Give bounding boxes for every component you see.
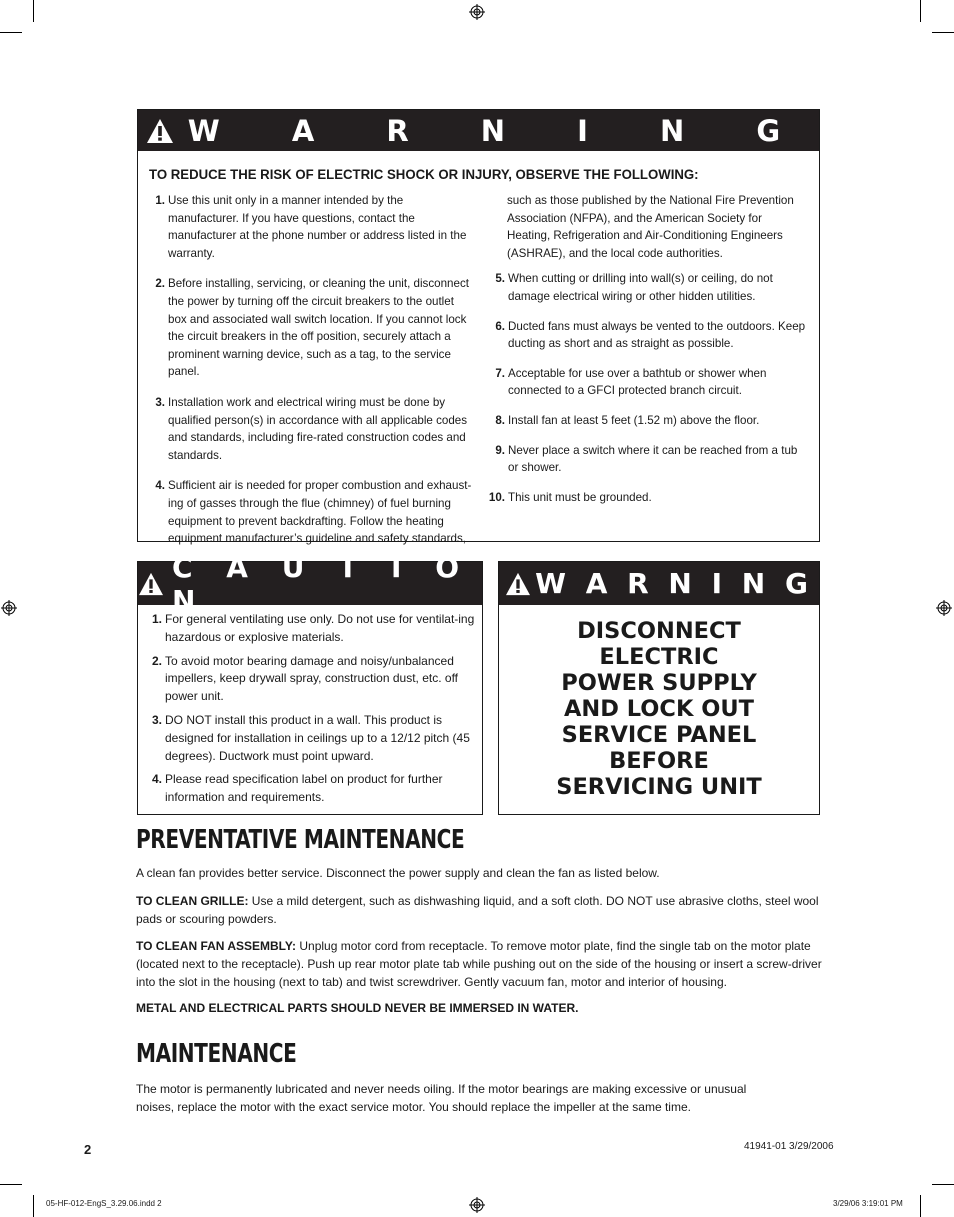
disconnect-message <box>499 618 819 800</box>
item-text: This unit must be grounded. <box>508 490 652 504</box>
item-number: 3. <box>155 395 165 409</box>
caution-list <box>138 611 478 813</box>
warning-header <box>138 110 819 151</box>
item-number: 3. <box>151 712 162 727</box>
clean-fan-label: TO CLEAN FAN ASSEMBLY: <box>136 939 297 953</box>
item-text: DO NOT install this product in a wall. This product is designed for installation in ceilings up to a 12/12 pitch (45 degrees). Ductwork must point upward. <box>165 712 470 763</box>
item-number: 5. <box>495 272 505 286</box>
crop-mark <box>920 1195 921 1217</box>
registration-mark-icon <box>469 4 485 20</box>
item-number: 1. <box>155 194 165 207</box>
preventative-intro: A clean fan provides better service. Disconnect the power supply and clean the fan as listed below. <box>136 866 660 880</box>
item-text: For general ventilating use only. Do not use for ventilat-ing hazardous or explosive materials. <box>165 612 475 644</box>
metal-parts-warning: METAL AND ELECTRICAL PARTS SHOULD NEVER BE IMMERSED IN WATER. <box>136 1001 579 1015</box>
item-number: 1. <box>151 612 162 626</box>
slug-file-info: 05-HF-012-EngS_3.29.06.indd 2 <box>46 1199 162 1208</box>
warning-intro: TO REDUCE THE RISK OF ELECTRIC SHOCK OR INJURY, OBSERVE THE FOLLOWING: <box>149 167 699 183</box>
warning-list-left <box>138 192 473 561</box>
item-number: 2. <box>155 277 165 291</box>
warning-header-text: W A R N I N G <box>187 113 812 148</box>
warning-list-right <box>478 192 808 518</box>
list-item <box>478 442 808 477</box>
registration-mark-icon <box>1 600 17 616</box>
message-line: SERVICING UNIT <box>556 774 762 800</box>
crop-mark <box>33 0 34 22</box>
item-text: Installation work and electrical wiring must be done by qualified person(s) in accordance with all applicable codes and standards, including fire-rated construction codes and standards. <box>168 395 468 462</box>
item-text: Sufficient air is needed for proper combustion and exhaust-ing of gasses through the flue (chimney) of fuel burning equipment to prevent backdrafting. Follow the heating equipment manufacturer’s guideline and safety standards, <box>168 479 472 546</box>
message-line: POWER SUPPLY <box>561 670 757 696</box>
item-text: When cutting or drilling into wall(s) or ceiling, do not damage electrical wiring or other hidden utilities. <box>508 272 773 303</box>
preventative-maintenance-title: PREVENTATIVE MAINTENANCE <box>136 825 465 855</box>
item-number: 8. <box>495 413 505 427</box>
list-item <box>478 365 808 400</box>
clean-fan-paragraph <box>136 937 826 991</box>
list-item <box>138 611 478 647</box>
item-number: 9. <box>495 443 505 457</box>
list-item <box>478 270 808 305</box>
caution-box <box>137 550 483 815</box>
item-text: Acceptable for use over a bathtub or shower when connected to a GFCI protected branch circuit. <box>508 366 767 398</box>
message-line: DISCONNECT <box>577 618 741 644</box>
registration-mark-icon <box>469 1197 485 1213</box>
list-item <box>138 712 478 765</box>
crop-mark <box>932 32 954 33</box>
list-item <box>138 192 473 262</box>
crop-mark <box>0 32 22 33</box>
message-line: AND LOCK OUT <box>564 696 754 722</box>
item-text: To avoid motor bearing damage and noisy/unbalanced impellers, keep drywall spray, construction dust, etc. off power unit. <box>165 653 459 704</box>
slug-timestamp: 3/29/06 3:19:01 PM <box>833 1199 903 1208</box>
item-text: Please read specification label on product for further information and requirements. <box>165 772 443 805</box>
clean-grille-text: Use a mild detergent, such as dishwashing liquid, and a soft cloth. DO NOT use abrasive cloths, steel wool pads or scouring powders. <box>136 894 819 926</box>
crop-mark <box>920 0 921 22</box>
list-item <box>138 275 473 381</box>
page-number: 2 <box>84 1142 92 1157</box>
item-number: 6. <box>495 319 505 333</box>
list-item <box>138 394 473 464</box>
warning-triangle-icon <box>146 118 174 144</box>
list-item <box>138 477 473 547</box>
list-item <box>138 771 478 807</box>
document-code: 41941-01 3/29/2006 <box>744 1141 834 1152</box>
warning-triangle-icon <box>138 572 164 596</box>
warning-header-text: W A R N I N G <box>535 567 813 600</box>
crop-mark <box>33 1195 34 1217</box>
item-text: Install fan at least 5 feet (1.52 m) above the floor. <box>508 413 760 427</box>
caution-header-text: C A U T I O N <box>172 550 472 617</box>
item-number: 4. <box>151 772 162 787</box>
item-number: 10. <box>488 490 505 504</box>
item-text: Before installing, servicing, or cleaning the unit, disconnect the power by turning off the circuit breakers to the outlet box and associated wall switch location. If you cannot lock the circuit breakers in the off position, securely attach a prominent warning device, such as a tag, to the service panel. <box>168 277 469 379</box>
message-line: BEFORE <box>609 748 709 774</box>
list-item <box>478 318 808 353</box>
item-number: 7. <box>495 366 505 380</box>
list-item <box>138 653 478 706</box>
warning-triangle-icon <box>505 572 531 596</box>
crop-mark <box>0 1184 22 1185</box>
message-line: SERVICE PANEL <box>561 722 757 748</box>
item-number: 2. <box>151 653 162 668</box>
crop-mark <box>932 1184 954 1185</box>
disconnect-warning-box <box>498 561 820 815</box>
maintenance-title: MAINTENANCE <box>136 1039 297 1069</box>
clean-grille-paragraph <box>136 892 826 928</box>
list-item <box>478 412 808 430</box>
clean-fan-text: Unplug motor cord from receptacle. To remove motor plate, find the single tab on the motor plate (located next to the receptacle). Push up rear motor plate tab while pushing out on the side of the housing or insert a screw-driver into the slot in the housing (next to tab) and twist screwdriver. Gently vacuum fan, motor and interior of housing. <box>136 939 822 989</box>
clean-grille-label: TO CLEAN GRILLE: <box>136 894 249 908</box>
registration-mark-icon <box>936 600 952 616</box>
item-text: Use this unit only in a manner intended by the manufacturer. If you have questions, contact the manufacturer at the phone number or address listed in the warranty. <box>168 194 467 260</box>
message-line: ELECTRIC <box>599 644 719 670</box>
item-number: 4. <box>155 479 165 493</box>
list-item <box>478 489 808 507</box>
warning-box <box>137 109 820 546</box>
item-text: Never place a switch where it can be reached from a tub or shower. <box>508 443 798 475</box>
item-continuation: such as those published by the National Fire Prevention Association (NFPA), and the American Society for Heating, Refrigeration and Air-Conditioning Engineers (ASHRAE), and the local code authorities. <box>507 194 794 260</box>
caution-header <box>138 550 482 617</box>
item-text: Ducted fans must always be vented to the outdoors. Keep ducting as short and as straight as possible. <box>508 319 806 351</box>
maintenance-text: The motor is permanently lubricated and never needs oiling. If the motor bearings are making excessive or unusual noises, replace the motor with the exact service motor. You should replace the impeller at the same time. <box>136 1082 747 1114</box>
warning-header <box>499 562 819 605</box>
